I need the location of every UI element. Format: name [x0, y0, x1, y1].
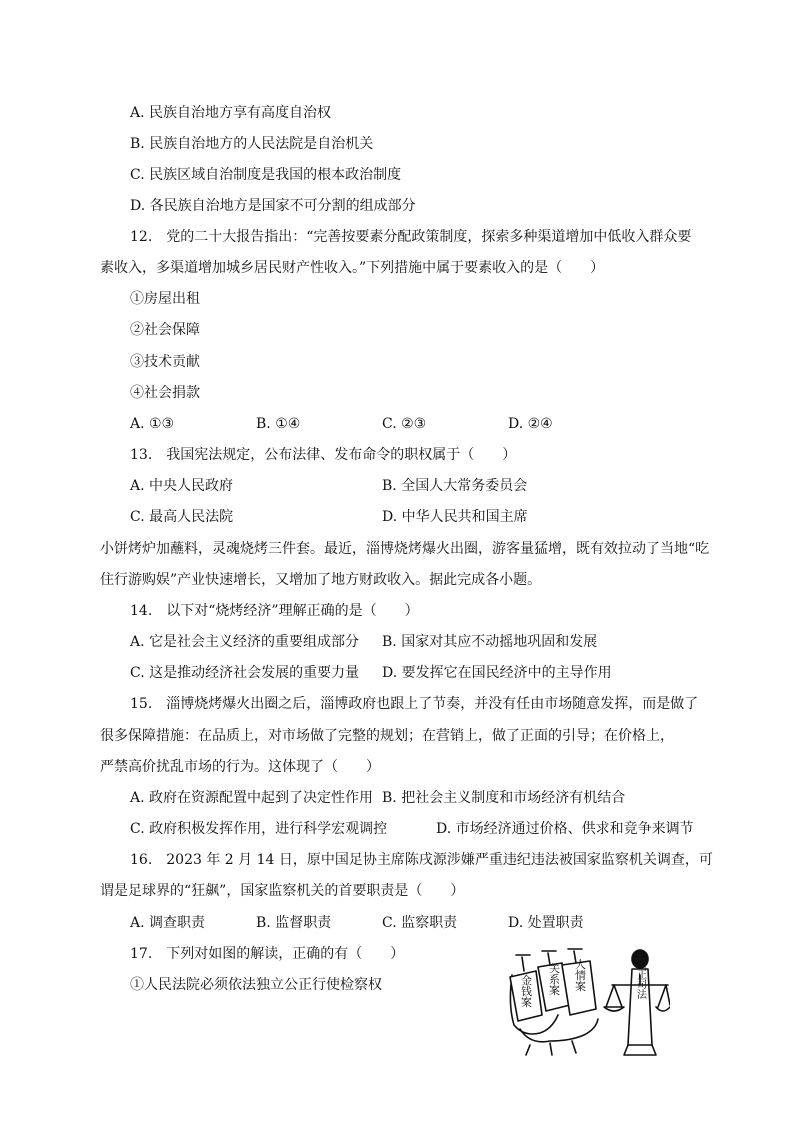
cartoon-label-4: 公正司法 [634, 959, 646, 999]
q15-stem-line1: 15. 淄博烧烤爆火出圈之后，淄博政府也跟上了节奏，并没有任由市场随意发挥，而是做了 [130, 696, 699, 712]
q16-stem-line2: 谓是足球界的“狂飙”，国家监察机关的首要职责是（ ） [100, 883, 465, 899]
crowd-base [520, 1019, 598, 1042]
passage-line2: 住行游购娱”产业快速增长，又增加了地方财政收入。据此完成各小题。 [100, 572, 542, 588]
placard-handle-1 [516, 955, 530, 971]
q13-option-a: A. 中央人民政府 [130, 478, 234, 494]
q13-option-d: D. 中华人民共和国主席 [382, 509, 528, 525]
q14-stem: 14. 以下对“烧烤经济”理解正确的是（ ） [130, 603, 419, 619]
q14-option-a: A. 它是社会主义经济的重要组成部分 [130, 634, 360, 650]
q11-option-d: D. 各民族自治地方是国家不可分割的组成部分 [130, 198, 416, 214]
q12-option-a: A. ①③ [130, 416, 175, 432]
q12-item-3: ③技术贡献 [130, 354, 200, 370]
q12-item-1: ①房屋出租 [130, 291, 200, 307]
q15-option-d: D. 市场经济通过价格、供求和竞争来调节 [436, 821, 694, 837]
q16-option-c: C. 监察职责 [382, 915, 458, 931]
q13-option-b: B. 全国人大常务委员会 [382, 478, 528, 494]
scale-pan-right [656, 985, 670, 1011]
q16-option-b: B. 监督职责 [256, 915, 332, 931]
q15-option-c: C. 政府积极发挥作用，进行科学宏观调控 [130, 821, 388, 837]
justice-cartoon [500, 945, 670, 1057]
q15-stem-line2: 很多保障措施：在品质上，对市场做了完整的规划；在营销上，做了正面的引导；在价格上， [100, 728, 674, 744]
q16-stem-line1: 16. 2023 年 2 月 14 日，原中国足协主席陈戌源涉嫌严重违纪违法被国家监察机关调查，可 [130, 852, 713, 868]
crowd-legs [526, 1041, 576, 1055]
q11-option-a: A. 民族自治地方享有高度自治权 [130, 105, 332, 121]
cartoon-label-1: 金钱案 [519, 974, 533, 1008]
q11-option-c: C. 民族区域自治制度是我国的根本政治制度 [130, 167, 402, 183]
q13-option-c: C. 最高人民法院 [130, 509, 234, 525]
q17-item-1: ①人民法院必须依法独立公正行使检察权 [130, 977, 382, 993]
passage-line1: 小饼烤炉加蘸料，灵魂烧烤三件套。最近，淄博烧烤爆火出圈，游客量猛增，既有效拉动了当地“吃 [100, 541, 710, 557]
q12-option-d: D. ②④ [508, 416, 553, 432]
q14-option-b: B. 国家对其应不动摇地巩固和发展 [382, 634, 598, 650]
q14-option-d: D. 要发挥它在国民经济中的主导作用 [382, 665, 612, 681]
q12-item-4: ④社会捐款 [130, 385, 200, 401]
q12-stem-line2: 素收入，多渠道增加城乡居民财产性收入。”下列措施中属于要素收入的是（ ） [100, 260, 605, 276]
q13-stem: 13. 我国宪法规定，公布法律、发布命令的职权属于（ ） [130, 447, 517, 463]
q12-option-c: C. ②③ [382, 416, 427, 432]
q12-option-b: B. ①④ [256, 416, 301, 432]
q15-stem-line3: 严禁高价扰乱市场的行为。这体现了（ ） [100, 759, 380, 775]
q11-option-b: B. 民族自治地方的人民法院是自治机关 [130, 136, 374, 152]
q12-stem-line1: 12. 党的二十大报告指出：“完善按要素分配政策制度，探索多种渠道增加中低收入群众要 [130, 229, 692, 245]
q12-item-2: ②社会保障 [130, 322, 200, 338]
cartoon-label-3: 人情案 [573, 958, 587, 992]
q15-option-b: B. 把社会主义制度和市场经济有机结合 [382, 790, 626, 806]
justice-robe [624, 1045, 656, 1055]
q14-option-c: C. 这是推动经济社会发展的重要力量 [130, 665, 360, 681]
cartoon-label-2: 关系案 [547, 962, 561, 996]
q15-option-a: A. 政府在资源配置中起到了决定性作用 [130, 790, 374, 806]
q16-option-a: A. 调查职责 [130, 915, 206, 931]
scale-pan-left [604, 985, 624, 1011]
q17-stem: 17. 下列对如图的解读，正确的有（ ） [130, 946, 405, 962]
q16-option-d: D. 处置职责 [508, 915, 584, 931]
